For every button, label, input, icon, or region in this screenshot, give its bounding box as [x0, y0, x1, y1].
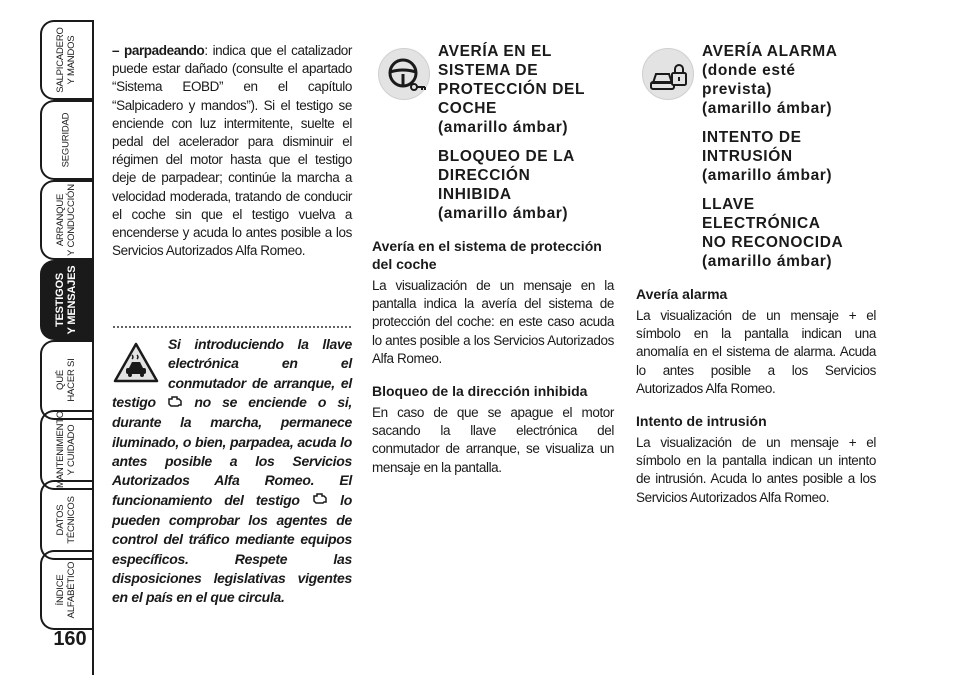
tab-label: DATOS TÉCNICOS — [55, 496, 77, 544]
alarm-titles — [702, 42, 876, 271]
subheading-bloqueo-direccion: Bloqueo de la dirección inhibida — [372, 383, 588, 400]
tab-datos-tecnicos[interactable] — [40, 480, 92, 560]
engine-check-icon — [312, 491, 328, 510]
tab-seguridad[interactable] — [40, 100, 92, 180]
title-llave-no-reconocida: LLAVE ELECTRÓNICA NO RECONOCIDA (amarillo ámbar) — [702, 196, 844, 270]
warning-part-3: lo pueden comprobar los agentes de control del tráfico mediante equipos específicos. Respete las disposiciones legislativas vigentes en el país en el que circula. — [112, 491, 352, 606]
tab-label: SALPICADERO Y MANDOS — [55, 27, 77, 93]
rail-foot-line — [92, 635, 94, 675]
column-left — [112, 42, 352, 260]
subheading-intento-intrusion: Intento de intrusión — [636, 413, 767, 430]
warning-box — [112, 325, 352, 608]
tab-label: QUÉ HACER SI — [55, 358, 77, 402]
tab-indice-alfabetico[interactable] — [40, 550, 92, 630]
car-padlock-icon — [642, 48, 694, 100]
text-averia-alarma: La visualización de un mensaje + el símbolo en la pantalla indican una anomalía en el sistema de alarma. Acuda lo antes posible a los Servicios Autorizados Alfa Romeo. — [636, 308, 876, 396]
rail-line — [92, 20, 94, 635]
page-number: 160 — [53, 628, 87, 650]
subheading-averia-proteccion: Avería en el sistema de protección del coche — [372, 238, 602, 272]
alarm-header — [636, 42, 876, 271]
title-averia-proteccion: AVERÍA EN EL SISTEMA DE PROTECCIÓN DEL COCHE (amarillo ámbar) — [438, 43, 586, 136]
blinking-lead: – parpadeando — [112, 43, 205, 58]
column-middle — [372, 42, 614, 477]
tab-label: ARRANQUE Y CONDUCCIÓN — [55, 184, 77, 256]
tab-salpicadero[interactable] — [40, 20, 92, 100]
title-intento-intrusion: INTENTO DE INTRUSIÓN (amarillo ámbar) — [702, 129, 833, 184]
warning-text — [112, 335, 352, 608]
blinking-paragraph — [112, 42, 352, 260]
warning-part-1: Si introduciendo la llave electrónica en el conmutador de arranque, el testigo — [112, 336, 352, 411]
steering-wheel-key-icon — [378, 48, 430, 100]
subheading-averia-alarma: Avería alarma — [636, 286, 728, 302]
tab-label: MANTENIMIENTO Y CUIDADO — [55, 411, 77, 488]
engine-check-icon — [167, 394, 183, 413]
blinking-text: : indica que el catalizador puede estar dañado (consulte el apartado “Sistema EOBD” en el capítulo “Salpicadero y mandos”). Si el testigo se enciende con luz intermitente, suelte el pedal del acelerador para disminuir el régimen del motor hasta que el testigo deje de parpadear; continúe la marcha a velocidad moderada, tratando de conducir el coche sin que el testigo vuelva a encenderse y acuda lo antes posible a los Servicios Autorizados Alfa Romeo. — [112, 43, 353, 259]
protection-titles — [438, 42, 614, 223]
warning-part-2: no se enciende o si, durante la marcha, permanece iluminado, o bien, parpadea, acuda lo antes posible a los Servicios Autorizados Alfa Romeo. El funcionamiento del testigo — [112, 394, 353, 508]
warning-triangle-car-icon — [112, 341, 160, 385]
tab-label: TESTIGOS Y MENSAJES — [54, 265, 78, 335]
text-intento-intrusion: La visualización de un mensaje + el símbolo en la pantalla indican un intento de intrusión. Acuda lo antes posible a los Servicios Autorizados Alfa Romeo. — [636, 435, 876, 505]
tab-arranque[interactable] — [40, 180, 92, 260]
title-bloqueo-direccion: BLOQUEO DE LA DIRECCIÓN INHIBIDA (amarillo ámbar) — [438, 148, 575, 222]
title-averia-alarma: AVERÍA ALARMA (donde esté prevista) (amarillo ámbar) — [702, 43, 838, 117]
text-averia-proteccion: La visualización de un mensaje en la pantalla indica la avería del sistema de protección del coche: en este caso acuda lo antes posible a los Servicios Autorizados Alfa Romeo. — [372, 278, 614, 366]
protection-header — [372, 42, 614, 223]
text-bloqueo-direccion: En caso de que se apague el motor sacando la llave electrónica del conmutador de arranque, se visualiza un mensaje en la pantalla. — [372, 405, 614, 475]
tab-label: SEGURIDAD — [60, 112, 72, 168]
tab-label: ÍNDICE ALFABÉTICO — [55, 561, 77, 619]
section-tab-rail — [0, 0, 96, 692]
tab-mantenimiento[interactable] — [40, 410, 92, 490]
column-right — [636, 42, 876, 507]
tab-que-hacer-si[interactable] — [40, 340, 92, 420]
dotted-rule — [112, 325, 352, 329]
tab-testigos-active[interactable] — [40, 260, 92, 340]
